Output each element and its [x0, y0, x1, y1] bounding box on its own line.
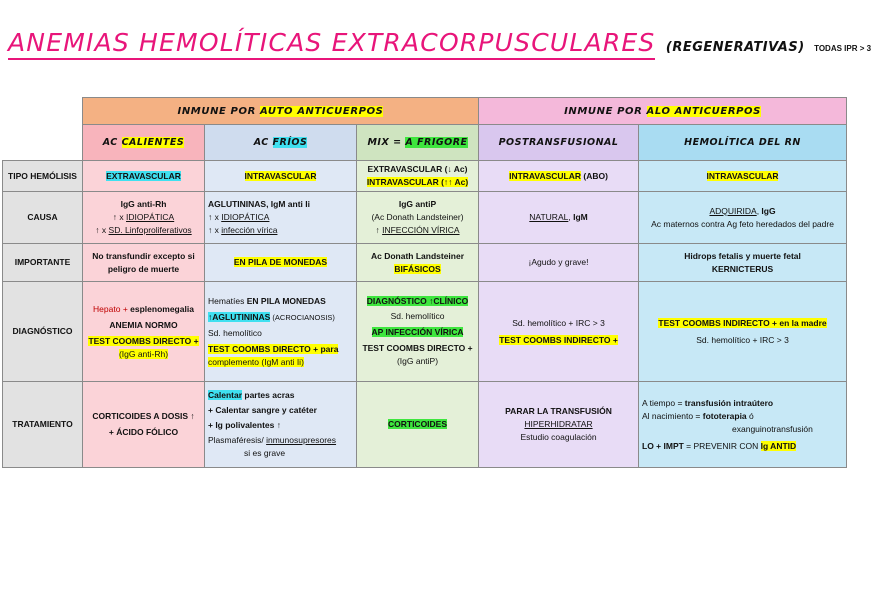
title-sub: (REGENERATIVAS): [665, 40, 805, 55]
causa-calientes: IgG anti-Rh ↑ x IDIOPÁTICA ↑ x SD. Linfoproliferativos: [83, 192, 205, 244]
page-title: [8, 28, 871, 57]
importante-frios: EN PILA DE MONEDAS: [205, 244, 357, 282]
col-postransfusional: POSTRANSFUSIONAL: [479, 125, 639, 161]
col-mix: MIX = A FRIGORE: [357, 125, 479, 161]
tipo-post: INTRAVASCULAR (ABO): [479, 161, 639, 192]
causa-rn: ADQUIRIDA, IgG Ac maternos contra Ag feto heredados del padre: [639, 192, 847, 244]
diagnostico-post: Sd. hemolítico + IRC > 3 TEST COOMBS INDIRECTO +: [479, 282, 639, 382]
tipo-mix: EXTRAVASCULAR (↓ Ac) INTRAVASCULAR (↑↑ Ac): [357, 161, 479, 192]
diagnostico-frios: Hematíes EN PILA MONEDAS ↑AGLUTININAS (ACROCIANOSIS) Sd. hemolítico TEST COOMBS DIRECTO + para complemento (IgM anti Ii): [205, 282, 357, 382]
corner-cell-2: [3, 125, 83, 161]
col-hemolitica-rn: HEMOLÍTICA DEL RN: [639, 125, 847, 161]
group-header-row: [3, 98, 847, 125]
row-diagnostico: [3, 282, 847, 382]
importante-calientes: No transfundir excepto si peligro de muerte: [83, 244, 205, 282]
group-auto: INMUNE POR AUTO ANTICUERPOS: [83, 98, 479, 125]
row-causa: [3, 192, 847, 244]
tratamiento-frios: Calentar partes acras + Calentar sangre y catéter + Ig polivalentes ↑ Plasmaféresis/ inmunosupresores si es grave: [205, 382, 357, 468]
row-label-importante: IMPORTANTE: [3, 244, 83, 282]
causa-post: NATURAL, IgM: [479, 192, 639, 244]
importante-mix: Ac Donath Landsteiner BIFÁSICOS: [357, 244, 479, 282]
causa-mix: IgG antiP (Ac Donath Landsteiner) ↑ INFECCIÓN VÍRICA: [357, 192, 479, 244]
corner-cell: [3, 98, 83, 125]
row-label-tratamiento: TRATAMIENTO: [3, 382, 83, 468]
tipo-rn: INTRAVASCULAR: [639, 161, 847, 192]
diagnostico-rn: TEST COOMBS INDIRECTO + en la madre Sd. hemolítico + IRC > 3: [639, 282, 847, 382]
tratamiento-rn: A tiempo = transfusión intraútero Al nacimiento = fototerapia ó exanguinotransfusión LO + IMPT = PREVENIR CON Ig ANTID: [639, 382, 847, 468]
tratamiento-mix: CORTICOIDES: [357, 382, 479, 468]
tipo-frios: INTRAVASCULAR: [205, 161, 357, 192]
group-alo: INMUNE POR ALO ANTICUERPOS: [479, 98, 847, 125]
importante-rn: Hidrops fetalis y muerte fetal KERNICTERUS: [639, 244, 847, 282]
title-note: TODAS IPR > 3: [814, 44, 871, 53]
anemias-table: [2, 97, 847, 468]
diagnostico-calientes: Hepato + esplenomegalia ANEMIA NORMO TEST COOMBS DIRECTO + (IgG anti-Rh): [83, 282, 205, 382]
tratamiento-post: PARAR LA TRANSFUSIÓN HIPERHIDRATAR Estudio coagulación: [479, 382, 639, 468]
row-tratamiento: [3, 382, 847, 468]
row-importante: [3, 244, 847, 282]
tipo-calientes: EXTRAVASCULAR: [83, 161, 205, 192]
row-label-tipo: TIPO HEMÓLISIS: [3, 161, 83, 192]
column-header-row: [3, 125, 847, 161]
diagnostico-mix: DIAGNÓSTICO ↑CLÍNICO Sd. hemolítico AP INFECCIÓN VÍRICA TEST COOMBS DIRECTO + (IgG antiP): [357, 282, 479, 382]
causa-frios: AGLUTININAS, IgM anti Ii ↑ x IDIOPÁTICA ↑ x infección vírica: [205, 192, 357, 244]
row-label-diagnostico: DIAGNÓSTICO: [3, 282, 83, 382]
importante-post: ¡Agudo y grave!: [479, 244, 639, 282]
title-main: ANEMIAS HEMOLÍTICAS EXTRACORPUSCULARES: [8, 28, 655, 60]
row-tipo: [3, 161, 847, 192]
col-calientes: AC CALIENTES: [83, 125, 205, 161]
col-frios: AC FRÍOS: [205, 125, 357, 161]
tratamiento-calientes: CORTICOIDES A DOSIS ↑ + ÁCIDO FÓLICO: [83, 382, 205, 468]
row-label-causa: CAUSA: [3, 192, 83, 244]
